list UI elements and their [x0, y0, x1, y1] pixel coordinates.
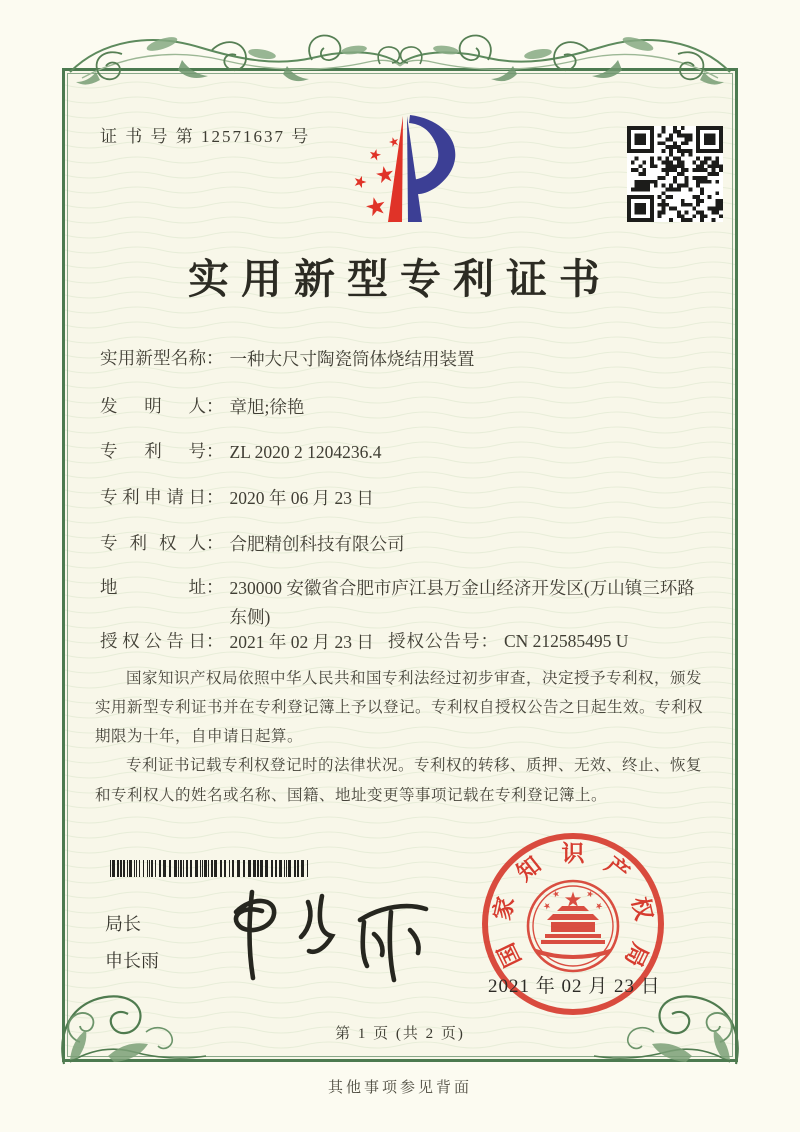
barcode: [110, 860, 312, 877]
svg-text:识: 识: [561, 841, 585, 866]
field-row-patent-name: 实用新型名称： 一种大尺寸陶瓷筒体烧结用装置: [100, 345, 710, 374]
field-row-inventors: 发明人： 章旭;徐艳: [100, 393, 710, 422]
certificate-number: 证 书 号 第 12571637 号: [100, 127, 311, 146]
svg-text:产: 产: [600, 852, 634, 886]
top-garland-ornament: [62, 20, 738, 98]
field-label: 实用新型名称: [100, 348, 206, 368]
field-label: 发明人: [100, 396, 206, 416]
certificate-title: 实用新型专利证书: [188, 256, 612, 302]
field-row-filing-date: 专利申请日： 2020 年 06 月 23 日: [100, 484, 710, 513]
legal-text-block: [95, 664, 709, 810]
field-value: CN 212585495 U: [504, 631, 629, 651]
field-value: 一种大尺寸陶瓷筒体烧结用装置: [229, 349, 475, 369]
field-value: 章旭;徐艳: [229, 397, 305, 417]
svg-text:知: 知: [512, 852, 546, 886]
qr-code-icon: [627, 126, 723, 222]
svg-text:权: 权: [627, 894, 657, 923]
legal-paragraph-1: 国家知识产权局依照中华人民共和国专利法经过初步审查，决定授予专利权，颁发实用新型专利证书并在专利登记簿上予以登记。专利权自授权公告之日起生效。专利权期限为十年，自申请日起算。: [95, 670, 704, 746]
field-value: 2020 年 06 月 23 日: [229, 488, 374, 508]
seal-date: 2021 年 02 月 23 日: [488, 976, 661, 997]
field-label: 授权公告号: [388, 631, 481, 651]
field-row-address: 地址： 230000 安徽省合肥市庐江县万金山经济开发区(万山镇三环路东侧): [100, 574, 710, 632]
field-value: 2021 年 02 月 23 日: [229, 632, 374, 652]
field-value: 合肥精创科技有限公司: [229, 534, 405, 554]
field-value: 230000 安徽省合肥市庐江县万金山经济开发区(万山镇三环路东侧): [229, 578, 695, 627]
field-label: 专利权人: [100, 533, 206, 553]
back-side-note: 其他事项参见背面: [327, 1080, 472, 1096]
legal-paragraph-2: 专利证书记载专利权登记时的法律状况。专利权的转移、质押、无效、终止、恢复和专利权人的姓名或名称、国籍、地址变更等事项记载在专利登记簿上。: [95, 757, 703, 804]
svg-text:国: 国: [493, 939, 526, 971]
svg-text:局: 局: [620, 939, 653, 971]
director-signature: [212, 876, 444, 994]
cnipa-logo-icon: [330, 110, 480, 228]
field-value: ZL 2020 2 1204236.4: [229, 442, 382, 462]
grant-number-pair: 授权公告号： CN 212585495 U: [388, 631, 629, 651]
svg-text:家: 家: [489, 894, 519, 923]
field-label: 专利号: [100, 441, 206, 461]
field-label: 专利申请日: [100, 487, 206, 507]
field-label: 地址: [100, 577, 206, 597]
field-row-patent-number: 专利号： ZL 2020 2 1204236.4: [100, 438, 710, 467]
field-label: 授权公告日: [100, 631, 206, 651]
director-role-label: 局长: [105, 914, 141, 934]
page-number: 第 1 页 (共 2 页): [335, 1026, 465, 1042]
field-row-patentee: 专利权人： 合肥精创科技有限公司: [100, 530, 710, 559]
field-row-grant: 授权公告日： 2021 年 02 月 23 日 授权公告号： CN 212585495 U: [100, 628, 710, 657]
director-name: 申长雨: [105, 951, 159, 971]
